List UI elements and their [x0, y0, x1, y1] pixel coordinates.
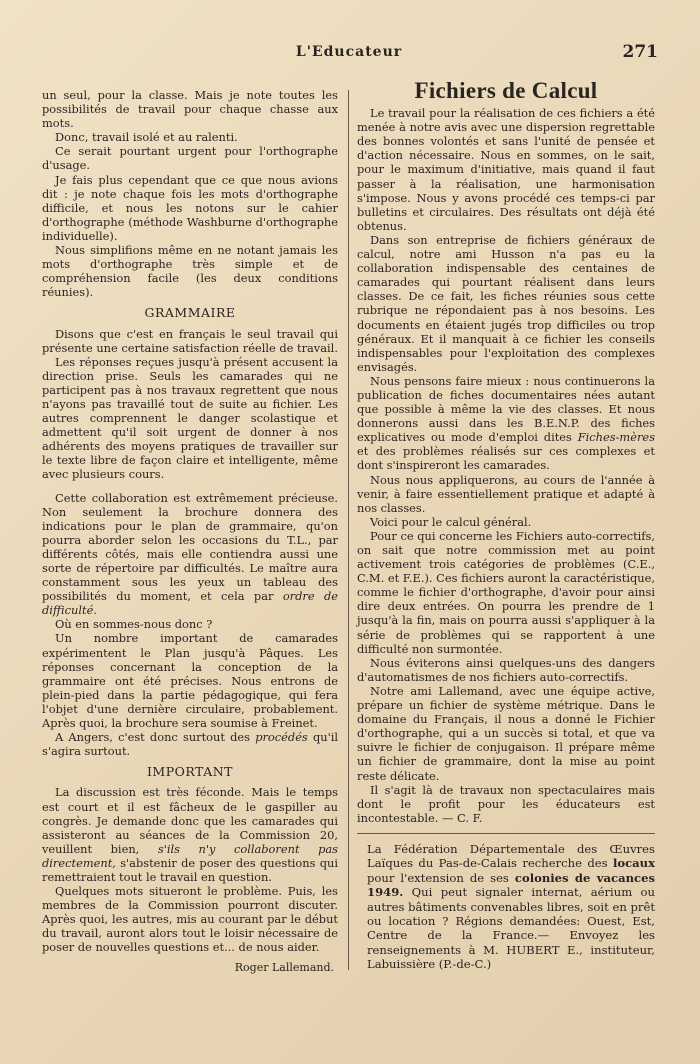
angers-end: qu'il s'agira surtout.: [42, 730, 339, 759]
paragraph-plus: Je fais plus cependant que ce que nous avions dit : je note chaque fois les mots d'orthographe difficile, et nous les notons sur le cahier d'orthographe (méthode Washburne d'orthographe individuelle).: [42, 172, 338, 243]
notice-bold-1: locaux: [612, 856, 656, 871]
paragraph-autocorrectifs: Pour ce qui concerne les Fichiers auto-correctifs, on sait que notre commission met au point activement trois catégories de problèmes (C.E., C.M. et F.E.). Ces fichiers auront la caractéristique, comme le fichier d'orthographe, d'avoir pour ainsi dire deux entrées. On pourra les prendre de 1 jusqu'à la fin, mais on pourra aussi s'appliquer à la série de problèmes qui se rapportent à une difficulté non surmontée.: [357, 528, 655, 656]
left-column: [42, 88, 338, 975]
column-divider: [348, 90, 349, 970]
article-title: Fichiers de Calcul: [414, 78, 598, 103]
paragraph-entreprise: Dans son entreprise de fichiers généraux de calcul, notre ami Husson n'a pas eu la collaboration indispensable des centaines de camarades qui pourtant réalisent dans leurs classes. De ce fait, les fiches réunies sous cette rubrique ne répondaient pas à nos besoins. Les documents en étaient jugés trop difficiles ou trop généraux. Et il manquait à ce fichier les conseils indispensables pour l'exploitation des complexes envisagés.: [357, 232, 655, 374]
paragraph-pensons: [357, 374, 655, 473]
pensons-text-2: et des problèmes réalisés sur ces complexes et dont s'inspireront les camarades.: [357, 444, 655, 473]
paragraph-open: un seul, pour la classe. Mais je note toutes les possibilités de travail pour chaque chasse aux mots.: [42, 88, 338, 131]
section-divider: [357, 833, 655, 834]
notice-box: [357, 842, 655, 972]
running-header: [40, 44, 658, 70]
discussion-text-1: La discussion est très féconde. Mais le temps est court et il est fâcheux de le gaspiller au congrès. Je demande donc que les camarades qui assisteront au séances de la Commission 20, veuillent bien,: [42, 785, 338, 856]
angers-text: A Angers, c'est donc surtout des: [55, 730, 250, 745]
paragraph-voici: Voici pour le calcul général.: [370, 514, 532, 529]
paragraph-ou: Où en sommes-nous donc ?: [55, 617, 213, 632]
notice-text-1: La Fédération Départementale des Œuvres Laïques du Pas-de-Calais recherche des: [367, 841, 655, 871]
notice-text-3: Qui peut signaler internat, aérium ou autres bâtiments convenables libres, soit en prêt ou location ? Régions demandées: Ouest, Est, Centre de la France.— Envoyez les renseignements à M. HUBERT E., instituteur, Labuissière (P.-de-C.): [367, 885, 655, 972]
notice-paragraph: [367, 842, 655, 972]
page-number: 271: [622, 42, 658, 62]
grammaire-heading: GRAMMAIRE: [144, 305, 236, 321]
collaboration-italic: ordre de difficulté.: [42, 589, 339, 618]
paragraph-appliquerons: Nous nous appliquerons, au cours de l'année à venir, à faire essentiellement pratique et adapté à nos classes.: [357, 472, 655, 515]
paragraph-angers: [42, 730, 338, 758]
paragraph-collaboration: [42, 491, 338, 618]
paragraph-eviterons: Nous éviterons ainsi quelques-uns des dangers d'automatismes de nos fichiers auto-correctifs.: [357, 655, 655, 684]
paragraph-urgent: Ce serait pourtant urgent pour l'orthographe d'usage.: [42, 144, 338, 173]
angers-italic: procédés: [255, 730, 308, 745]
signature: Roger Lallemand.: [234, 960, 334, 974]
pensons-italic: Fiches-mères: [577, 430, 655, 445]
paragraph-isole: Donc, travail isolé et au ralenti.: [55, 130, 238, 145]
paragraph-quelques: Quelques mots situeront le problème. Puis, les membres de la Commission pourront discuter. Après quoi, les autres, mis au courant par le début du travail, auront alors tout le loisir nécessaire de poser de nouvelles questions et... de nous aider.: [42, 884, 338, 955]
paragraph-lallemand: Notre ami Lallemand, avec une équipe active, prépare un fichier de système métrique. Dans le domaine du Français, il nous a donné le Fichier d'orthographe, qui a un succès si total, et que va suivre le fichier de conjugaison. Il prépare même un fichier de grammaire, dont la mise au point reste délicate.: [357, 683, 655, 783]
discussion-text-2: s'abstenir de poser des questions qui remettraient tout le travail en question.: [42, 855, 339, 884]
right-column: [357, 78, 656, 972]
collaboration-text: Cette collaboration est extrêmement précieuse. Non seulement la brochure donnera des indications pour le plan de grammaire, qu'on pourra aborder selon les occasions du T.L., par différents côtés, mais elle contiendra aussi une sorte de répertoire par difficultés. Le maître aura constamment sous les yeux un tableau des possibilités du moment, et cela par: [42, 490, 338, 604]
paragraph-disons: Disons que c'est en français le seul travail qui présente une certaine satisfaction réelle de travail.: [42, 326, 338, 355]
important-heading: IMPORTANT: [146, 764, 234, 780]
journal-title: L'Educateur: [295, 44, 403, 60]
paragraph-spectaculaires: Il s'agit là de travaux non spectaculaires mais dont le profit pour les éducateurs est incontestable. — C. F.: [357, 782, 655, 825]
pensons-text-1: Nous pensons faire mieux : nous continuerons la publication de fiches documentaires nées autant que possible à même la vie des classes. Et nous donnerons aussi dans les B.E.N.P. des fiches explicatives ou mode d'emploi dites: [357, 373, 655, 445]
notice-bold-2: colonies de vacances 1949.: [367, 870, 655, 900]
discussion-italic: s'ils n'y collaborent pas directement,: [42, 841, 338, 870]
paragraph-discussion: [42, 785, 338, 884]
paragraph-simplifions: Nous simplifions même en ne notant jamais les mots d'orthographe très simple et de compréhension facile (les deux conditions réunies).: [42, 243, 338, 300]
notice-text-2: pour l'extension de ses: [367, 870, 509, 885]
paragraph-nombre: Un nombre important de camarades expérimentent le Plan jusqu'à Pâques. Les réponses concernant la conception de la grammaire ont été précises. Nous entrons de plein-pied dans la partie pédagogique, qui fera l'objet d'une dernière circulaire, probablement. Après quoi, la brochure sera soumise à Freinet.: [42, 631, 338, 731]
paragraph-travail: Le travail pour la réalisation de ces fichiers a été menée à notre avis avec une dispersion regrettable des bonnes volontés et sans l'unité de pensée et d'action nécessaire. Nous en sommes, on le sait, pour le maximum d'initiative, mais quand il faut passer à la réalisation, une harmonisation s'impose. Nous y avons procédé ces temps-ci par bulletins et circulaires. Des résultats ont déjà été obtenus.: [357, 106, 655, 233]
paragraph-reponses: Les réponses reçues jusqu'à présent accusent la direction prise. Seuls les camarades qui ne participent pas à nos travaux regrettent que nous n'ayons pas travaillé tout de suite au fichier. Les autres comprennent le danger scolastique et admettent qu'il soit urgent de donner à nos adhérents des moyens pratiques de travailler sur le texte libre de façon claire et intelligente, même avec plusieurs cours.: [42, 354, 338, 482]
